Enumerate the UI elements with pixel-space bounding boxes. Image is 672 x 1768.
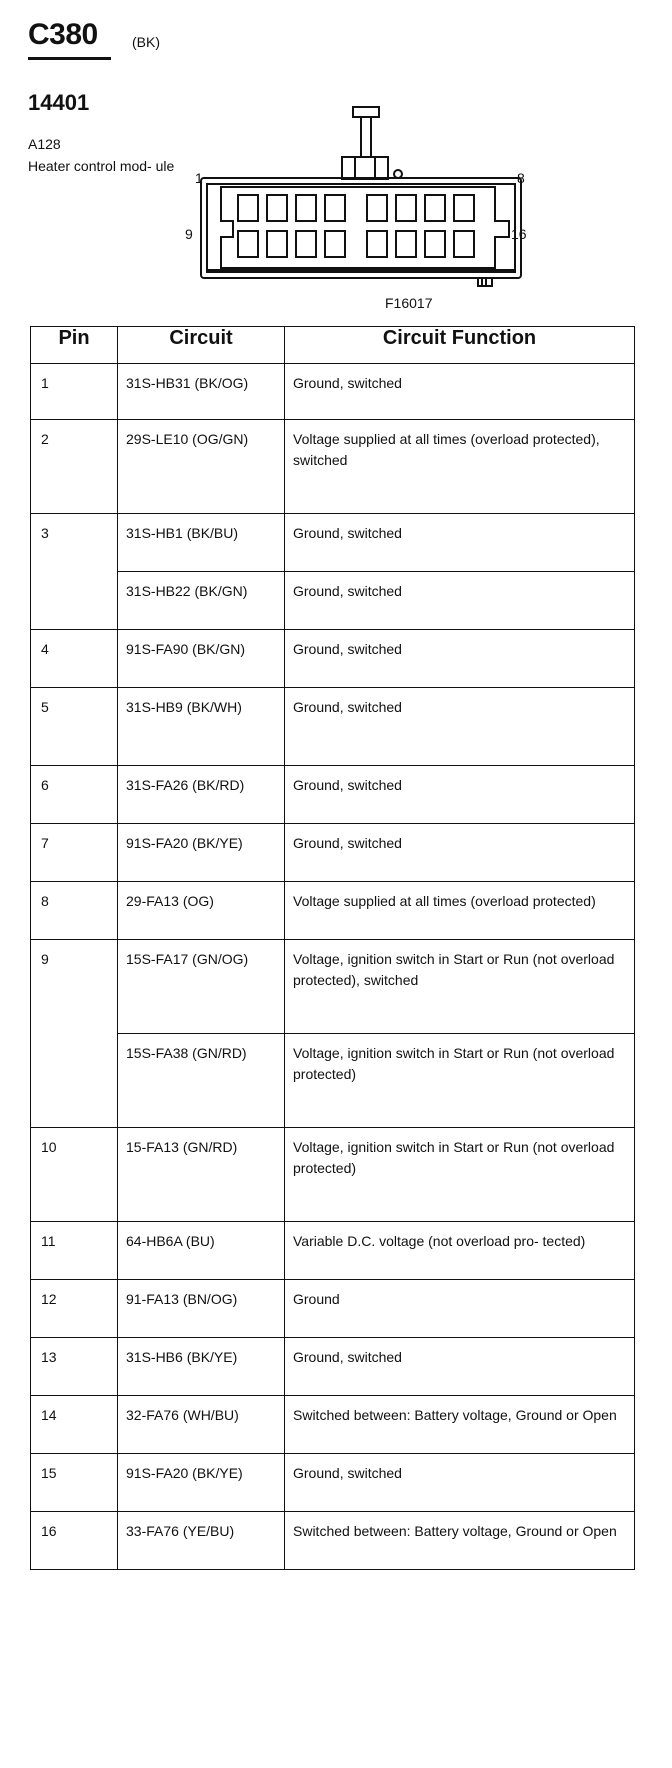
circuit-function: Ground, switched: [285, 514, 635, 572]
connector-diagram: [185, 105, 527, 290]
circuit-function: Ground, switched: [285, 1338, 635, 1396]
circuit-id: 91S-FA20 (BK/YE): [118, 1454, 285, 1512]
circuit-function: Ground, switched: [285, 630, 635, 688]
circuit-id: 33-FA76 (YE/BU): [118, 1512, 285, 1570]
circuit-function: Voltage, ignition switch in Start or Run (not overload protected): [285, 1128, 635, 1222]
pin-number: 12: [31, 1280, 118, 1338]
pin-label-1: 1: [195, 170, 203, 186]
circuit-function: Switched between: Battery voltage, Ground or Open: [285, 1396, 635, 1454]
cavity-row-top: [238, 195, 474, 221]
table-row: [31, 1034, 635, 1128]
pin-label-8: 8: [517, 170, 525, 186]
header-pin: Pin: [31, 327, 118, 364]
circuit-function: Voltage, ignition switch in Start or Run (not overload protected), switched: [285, 940, 635, 1034]
pin-number: 16: [31, 1512, 118, 1570]
pin-number: 13: [31, 1338, 118, 1396]
title-underline: [28, 57, 111, 60]
terminal-cavity: [396, 195, 416, 221]
table-row: [31, 630, 635, 688]
pin-number: 5: [31, 688, 118, 766]
cavity-row-bottom: [238, 231, 474, 257]
header-circuit: Circuit: [118, 327, 285, 364]
pin-number: 11: [31, 1222, 118, 1280]
table-row: [31, 364, 635, 420]
circuit-id: 31S-HB1 (BK/BU): [118, 514, 285, 572]
circuit-function: Ground: [285, 1280, 635, 1338]
terminal-cavity: [325, 231, 345, 257]
pin-number: 8: [31, 882, 118, 940]
circuit-function: Ground, switched: [285, 364, 635, 420]
circuit-id: 32-FA76 (WH/BU): [118, 1396, 285, 1454]
pin-label-16: 16: [511, 226, 527, 242]
circuit-id: 15S-FA17 (GN/OG): [118, 940, 285, 1034]
circuit-function: Voltage supplied at all times (overload protected), switched: [285, 420, 635, 514]
circuit-function: Ground, switched: [285, 766, 635, 824]
table-row: [31, 1128, 635, 1222]
pin-number: 3: [31, 514, 118, 630]
circuit-function: Ground, switched: [285, 688, 635, 766]
table-header-row: [31, 327, 635, 364]
pin-number: 4: [31, 630, 118, 688]
pin-table: [30, 326, 635, 1570]
circuit-id: 15-FA13 (GN/RD): [118, 1128, 285, 1222]
circuit-id: 15S-FA38 (GN/RD): [118, 1034, 285, 1128]
terminal-cavity: [367, 195, 387, 221]
table-row: [31, 766, 635, 824]
pin-number: 10: [31, 1128, 118, 1222]
circuit-id: 64-HB6A (BU): [118, 1222, 285, 1280]
terminal-cavity: [396, 231, 416, 257]
terminal-cavity: [296, 195, 316, 221]
terminal-cavity: [296, 231, 316, 257]
circuit-function: Ground, switched: [285, 824, 635, 882]
pin-number: 7: [31, 824, 118, 882]
table-row: [31, 882, 635, 940]
circuit-id: 91-FA13 (BN/OG): [118, 1280, 285, 1338]
circuit-id: 91S-FA90 (BK/GN): [118, 630, 285, 688]
pin-number: 1: [31, 364, 118, 420]
terminal-cavity: [267, 231, 287, 257]
connector-housing: [201, 178, 521, 278]
pin-number: 2: [31, 420, 118, 514]
latch-housing: [342, 157, 388, 179]
circuit-function: Ground, switched: [285, 1454, 635, 1512]
terminal-cavity: [238, 231, 258, 257]
terminal-cavity: [425, 195, 445, 221]
table-row: [31, 1512, 635, 1570]
pin-number: 9: [31, 940, 118, 1128]
component-name: Heater control mod- ule: [28, 158, 175, 174]
pin-number: 6: [31, 766, 118, 824]
table-row: [31, 1396, 635, 1454]
table-row: [31, 420, 635, 514]
table-row: [31, 688, 635, 766]
table-row: [31, 1280, 635, 1338]
circuit-id: 91S-FA20 (BK/YE): [118, 824, 285, 882]
circuit-id: 31S-HB31 (BK/OG): [118, 364, 285, 420]
table-row: [31, 1338, 635, 1396]
circuit-id: 31S-HB22 (BK/GN): [118, 572, 285, 630]
component-id: A128: [28, 136, 61, 152]
terminal-cavity: [267, 195, 287, 221]
diagram-reference: F16017: [385, 295, 433, 311]
circuit-id: 29-FA13 (OG): [118, 882, 285, 940]
table-row: [31, 572, 635, 630]
circuit-function: Switched between: Battery voltage, Ground or Open: [285, 1512, 635, 1570]
table-row: [31, 514, 635, 572]
circuit-id: 31S-HB6 (BK/YE): [118, 1338, 285, 1396]
connector-latch: [353, 107, 379, 117]
pin-number: 14: [31, 1396, 118, 1454]
circuit-function: Voltage, ignition switch in Start or Run (not overload protected): [285, 1034, 635, 1128]
part-number: 14401: [28, 90, 90, 115]
connector-title: C380: [28, 18, 98, 51]
circuit-id: 31S-FA26 (BK/RD): [118, 766, 285, 824]
circuit-function: Voltage supplied at all times (overload protected): [285, 882, 635, 940]
circuit-id: 29S-LE10 (OG/GN): [118, 420, 285, 514]
header-function: Circuit Function: [285, 327, 635, 364]
terminal-cavity: [325, 195, 345, 221]
circuit-id: 31S-HB9 (BK/WH): [118, 688, 285, 766]
circuit-function: Ground, switched: [285, 572, 635, 630]
terminal-cavity: [367, 231, 387, 257]
table-row: [31, 940, 635, 1034]
table-row: [31, 1454, 635, 1512]
pin-label-9: 9: [185, 226, 193, 242]
terminal-cavity: [425, 231, 445, 257]
terminal-cavity: [238, 195, 258, 221]
circuit-function: Variable D.C. voltage (not overload pro- tected): [285, 1222, 635, 1280]
terminal-cavity: [454, 231, 474, 257]
pin-number: 15: [31, 1454, 118, 1512]
table-row: [31, 1222, 635, 1280]
table-row: [31, 824, 635, 882]
connector-color: (BK): [132, 34, 160, 50]
terminal-cavity: [454, 195, 474, 221]
